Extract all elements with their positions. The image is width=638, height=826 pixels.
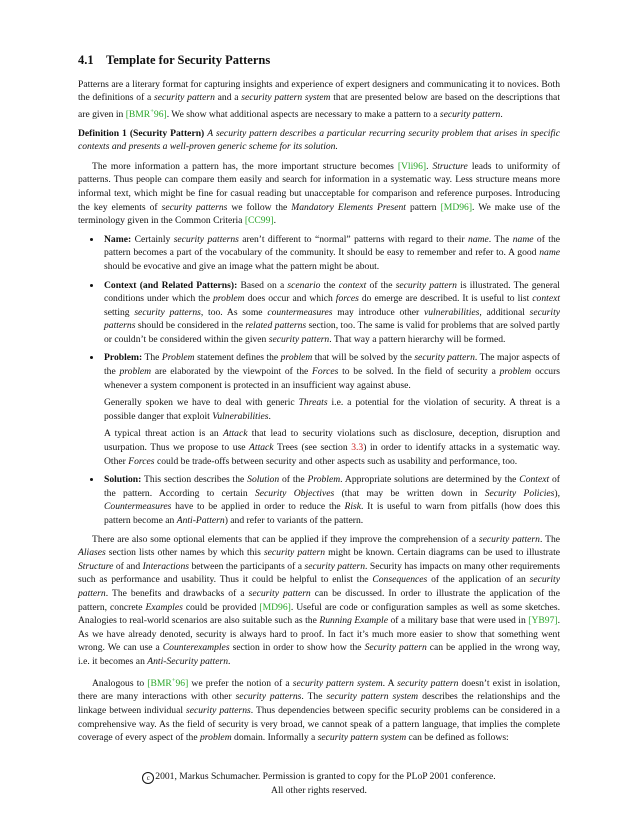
copyright-icon: c [142, 772, 154, 784]
list-item-problem [102, 351, 560, 468]
structure-paragraph: The more information a pattern has, the more important structure becomes [Vli96]. Structure leads to uniformity of patterns. Thus people can compare them easily and search for information in a systematic way. Less structure means more informal text, which might be fine for casual reading but unacceptable for comparison and reference purposes. Introducing the key elements of security patterns we follow the Mandatory Elements Present pattern [MD96]. We make use of the terminology given in the Common Criteria [CC99]. [78, 160, 561, 227]
item-text: This section describes the Solution of the Problem. Appropriate solutions are determined by the Context of the pattern. According to certain Security Objectives (that may be written down in Security Policies), Countermeasures have to be applied in order to reduce the Risk. It is useful to warn from pitfalls (how does this pattern become an Anti-Pattern) and refer to variants of the pattern. [104, 474, 561, 526]
problem-p1 [104, 351, 560, 392]
list-item-name [102, 233, 560, 274]
problem-p2: Generally spoken we have to deal with generic Threats i.e. a potential for the violation of security. A threat is a possible danger that exploit Vulnerabilities. [104, 397, 560, 422]
item-text: Based on a scenario the context of the security pattern is illustrated. The general conditions under which the problem does occur and which forces do emerge are described. It is useful to list context setting security patterns, too. As some countermeasures may introduce other vulnerabilities, additional security patterns should be considered in the related patterns section, too. The same is valid for problems that are solved partly or couldn’t be considered within the given security pattern. That way a pattern hierarchy will be formed. [104, 279, 560, 345]
list-item-solution [102, 473, 560, 527]
list-item-context [102, 279, 560, 347]
definition-text: A security pattern describes a particular recurring security problem that arises in specific contexts and presents a well-proven generic scheme for its solution. [78, 127, 560, 153]
footer [78, 770, 560, 798]
definition-label: Definition 1 (Security Pattern) [78, 127, 205, 139]
item-label: Name: [104, 233, 132, 245]
definition-paragraph [78, 127, 560, 154]
problem-p3: A typical threat action is an Attack that lead to security violations such as disclosure, deception, disruption and usurpation. Thus we propose to use Attack Trees (see section 3.3) in order to identify attacks in a systematic way. Other Forces could be trade-offs between security and other aspects such as usability and performance, too. [104, 428, 560, 467]
item-text: Certainly security patterns aren’t different to “normal” patterns with regard to their name. The name of the pattern becomes a part of the vocabulary of the community. It should be easy to remember and refer to. A good name should be evocative and give an image what the pattern might be about. [104, 233, 561, 272]
item-label: Problem: [104, 352, 143, 364]
intro-paragraph: Patterns are a literary format for capturing insights and experience of expert designers and communicating it to novices. Both the definitions of a security pattern and a security pattern system that are presented below are based on the descriptions that are given in [BMR+96]. We show what additional aspects are necessary to make a pattern to a security pattern. [78, 78, 560, 120]
footer-line-1 [78, 770, 560, 784]
section-heading [78, 54, 560, 68]
optional-elements-paragraph: There are also some optional elements that can be applied if they improve the comprehension of a security pattern. The Aliases section lists other names by which this security pattern might be known. Certain diagrams can be used to illustrate Structure of and Interactions between the participants of a security pattern. Security has impacts on many other requirements such as performance and usability. Thus it could be helpful to enlist the Consequences of the application of an security pattern. The benefits and drawbacks of a security pattern can be discussed. In order to illustrate the application of the pattern, concrete Examples could be provided [MD96]. Useful are code or configuration samples as well as some sketches. Analogies to real-world scenarios are also suitable such as the Running Example of a military base that were used in [YB97]. As we have already denoted, security is always hard to proof. In fact it’s much more easier to show that something went wrong. We can use a Counterexamples section in order to show how the Security pattern can be applied in the wrong way, i.e. it becomes an Anti-Security pattern. [78, 533, 560, 667]
section-title: Template for Security Patterns [106, 53, 271, 67]
element-list [78, 233, 560, 528]
footer-text-1: 2001, Markus Schumacher. Permission is granted to copy for the PLoP 2001 conference. [155, 771, 496, 782]
item-text: The Problem statement defines the problem that will be solved by the security pattern. The major aspects of the problem are elaborated by the viewpoint of the Forces to be solved. In the field of security a problem occurs whenever a system component is protected in an insufficient way against abuse. [104, 352, 560, 391]
pattern-system-paragraph: Analogous to [BMR+96] we prefer the notion of a security pattern system. A security pattern doesn’t exist in isolation, there are many interactions with other security patterns. The security pattern system describes the relationships and the linkage between individual security patterns. Thus dependencies between specific security problems can be considered in a comprehensive way. As the field of security is very broad, we cannot speak of a pattern language, that implies the complete coverage of every aspect of the problem domain. Informally a security pattern system can be defined as follows: [78, 676, 560, 744]
item-label: Solution: [104, 474, 142, 486]
footer-line-2: All other rights reserved. [271, 785, 367, 796]
item-label: Context (and Related Patterns): [104, 279, 238, 291]
section-number: 4.1 [78, 53, 94, 67]
